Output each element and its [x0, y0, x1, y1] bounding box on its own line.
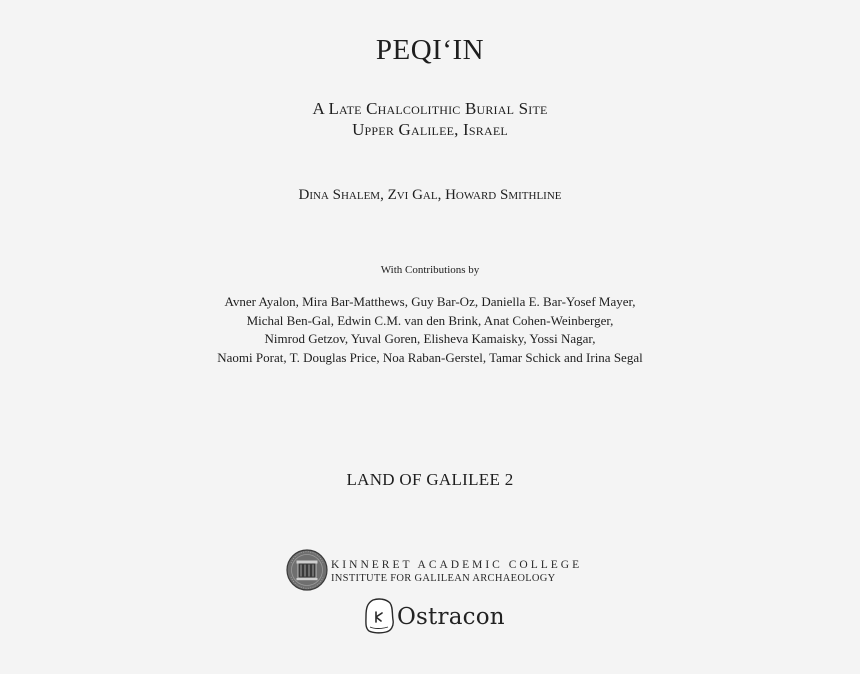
- book-subtitle-line2: Upper Galilee, Israel: [352, 120, 508, 139]
- contributors-line: Naomi Porat, T. Douglas Price, Noa Raban-Gerstel, Tamar Schick and Irina Segal: [217, 350, 643, 365]
- book-title: PEQI‘IN: [375, 34, 485, 66]
- ostracon-sherd-icon: [364, 598, 394, 634]
- series-title: LAND OF GALILEE 2: [346, 470, 514, 489]
- ostracon-name: Ostracon: [397, 604, 505, 630]
- book-authors: Dina Shalem, Zvi Gal, Howard Smithline: [298, 187, 562, 203]
- contributors-line: Avner Ayalon, Mira Bar-Matthews, Guy Bar-Oz, Daniella E. Bar-Yosef Mayer,: [224, 294, 636, 309]
- college-name: KINNERET ACADEMIC COLLEGE: [331, 559, 583, 571]
- contributors-line: Michal Ben-Gal, Edwin C.M. van den Brink, Anat Cohen-Weinberger,: [246, 313, 614, 328]
- contributors-line: Nimrod Getzov, Yuval Goren, Elisheva Kamaisky, Yossi Nagar,: [264, 331, 596, 346]
- institute-name: INSTITUTE FOR GALILEAN ARCHAEOLOGY: [331, 573, 556, 584]
- college-block: [331, 558, 582, 585]
- contributions-heading: With Contributions by: [380, 264, 480, 276]
- college-seal-icon: [286, 549, 328, 591]
- book-subtitle-line1: A Late Chalcolithic Burial Site: [312, 99, 548, 118]
